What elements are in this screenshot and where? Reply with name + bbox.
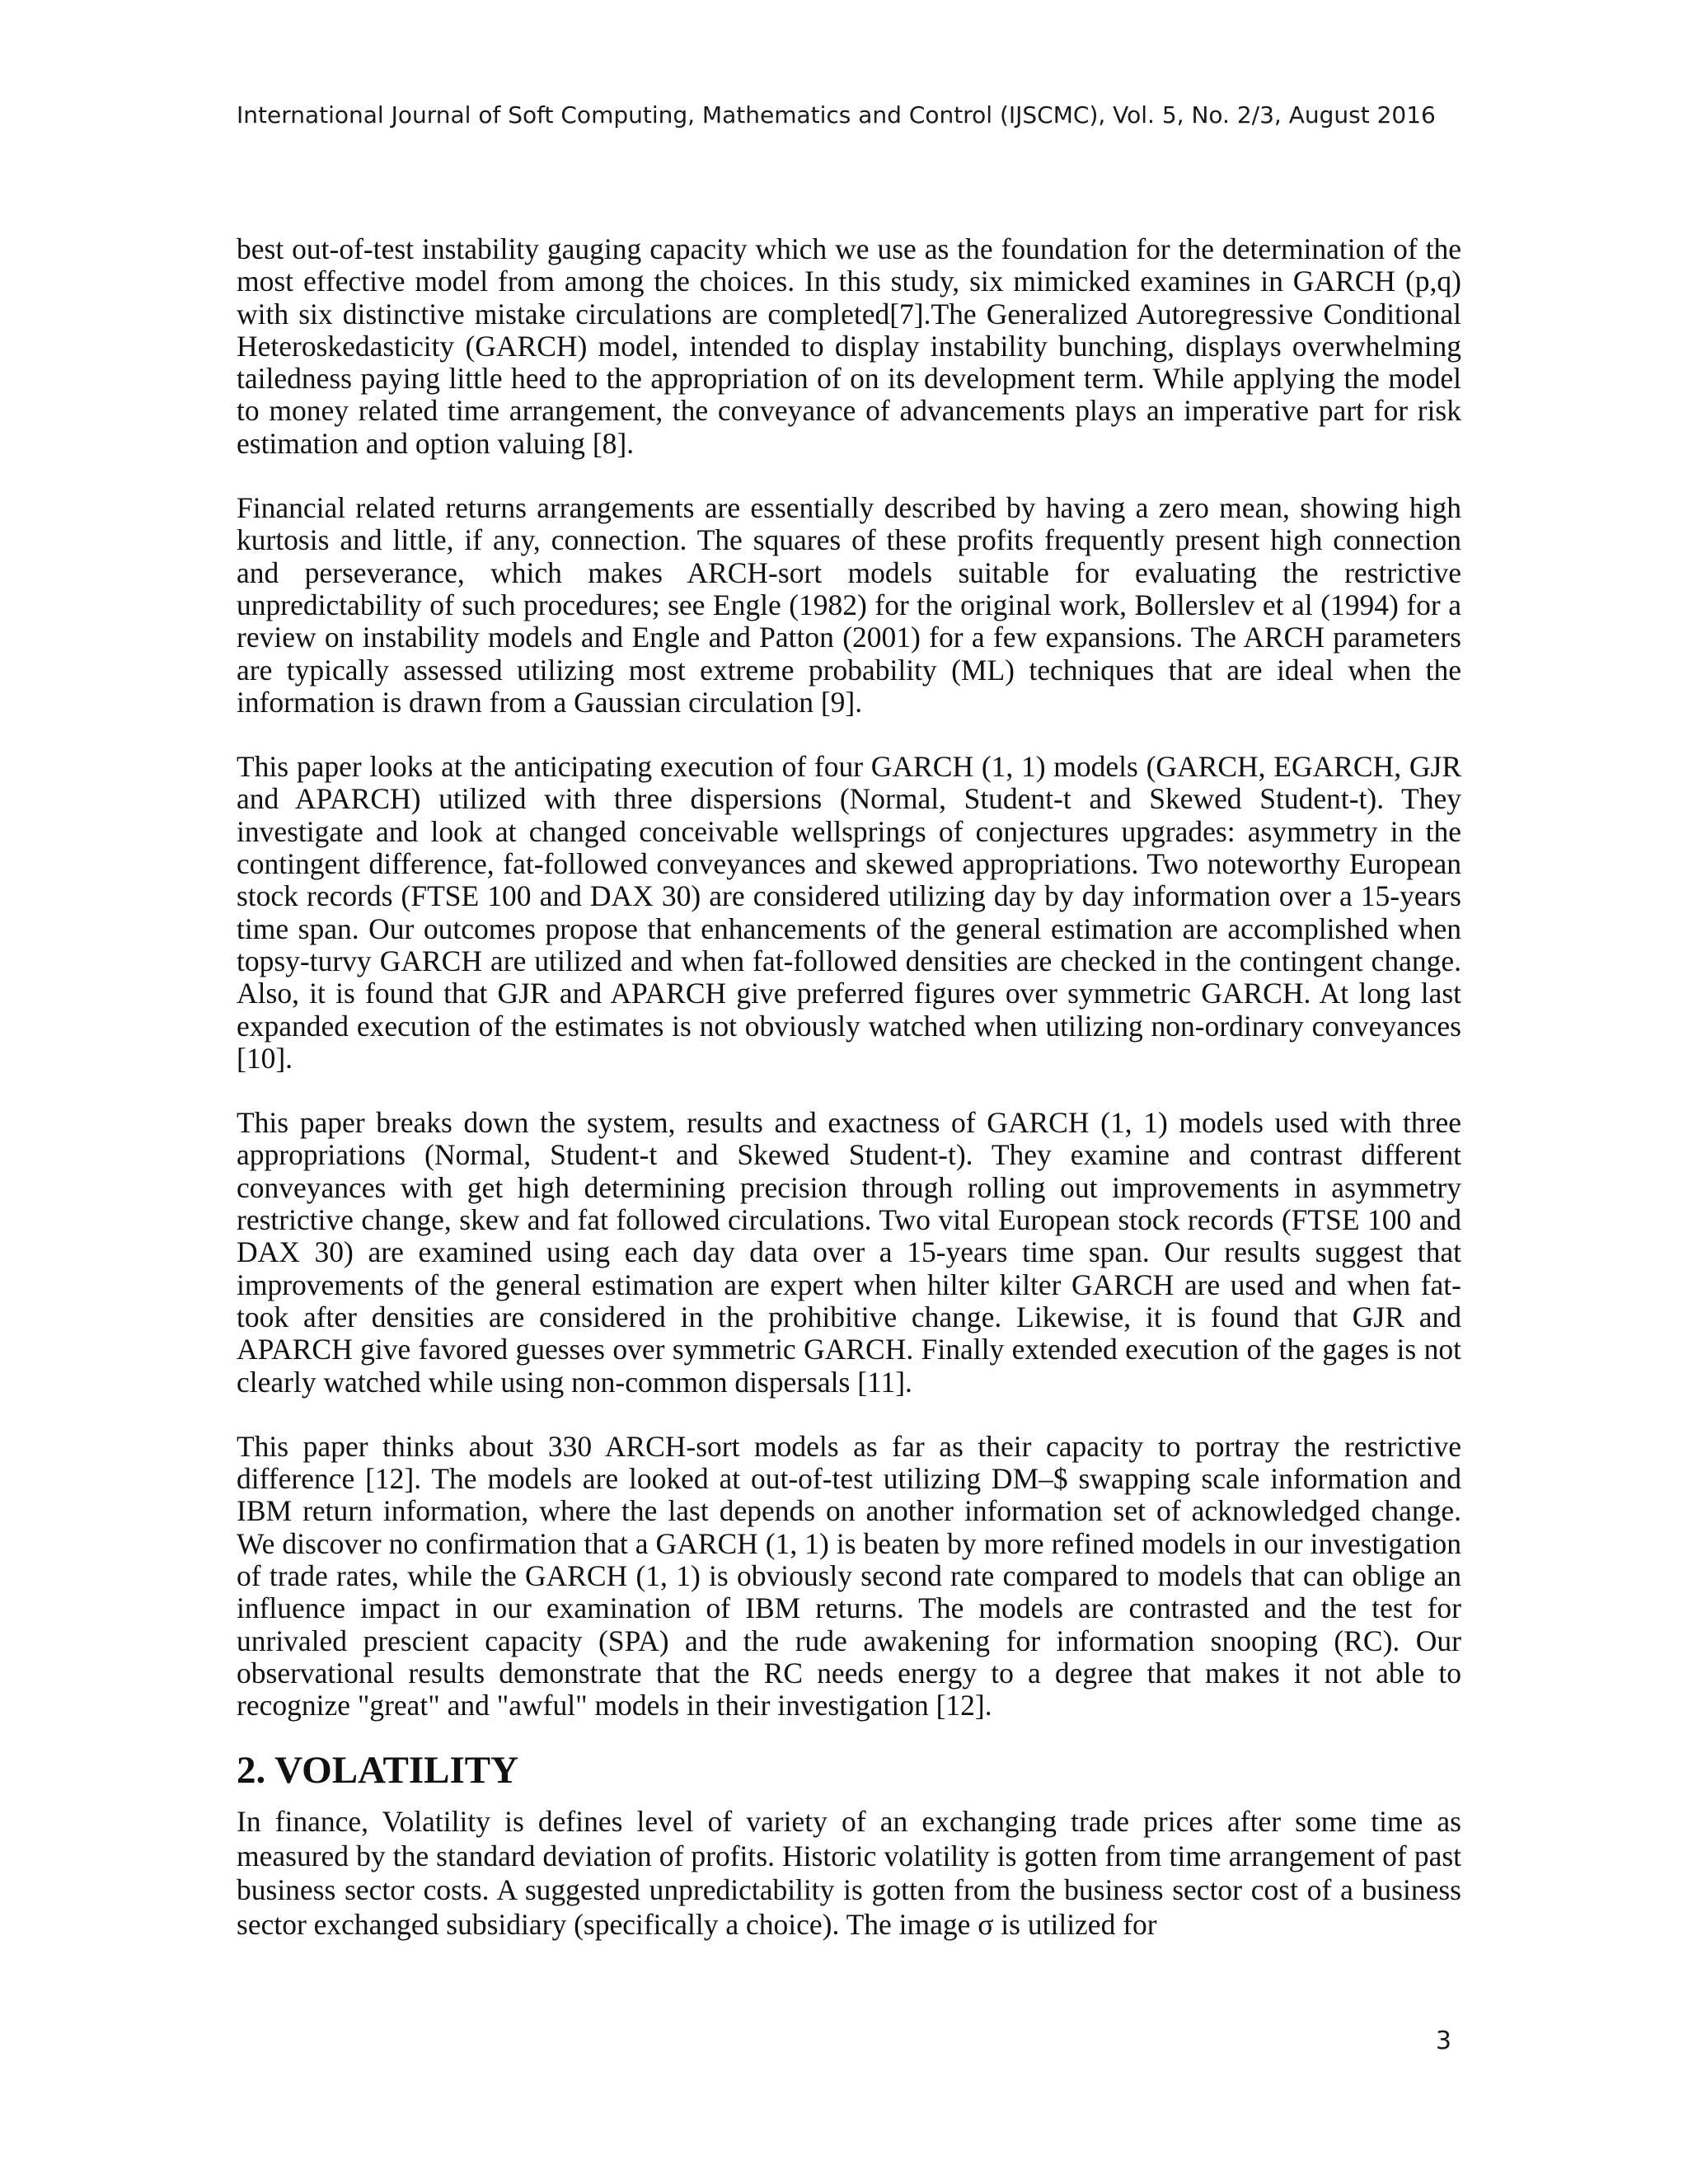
paragraph-3: This paper looks at the anticipating execution of four GARCH (1, 1) models (GARCH, EGARCH, GJR and APARCH) utilized with three dispersions (Normal, Student-t and Skewed Student-t). They investigate and look at changed conceivable wellsprings of conjectures upgrades: asymmetry in the contingent difference, fat-followed conveyances and skewed appropriations. Two noteworthy European stock records (FTSE 100 and DAX 30) are considered utilizing day by day information over a 15-years time span. Our outcomes propose that enhancements of the general estimation are accomplished when topsy-turvy GARCH are utilized and when fat-followed densities are checked in the contingent change. Also, it is found that GJR and APARCH give preferred figures over symmetric GARCH. At long last expanded execution of the estimates is not obviously watched when utilizing non-ordinary conveyances [10]. [237,750,1461,1075]
body-text [237,233,1461,1942]
paragraph-1: best out-of-test instability gauging capacity which we use as the foundation for the determination of the most effective model from among the choices. In this study, six mimicked examines in GARCH (p,q) with six distinctive mistake circulations are completed[7].The Generalized Autoregressive Conditional Heteroskedasticity (GARCH) model, intended to display instability bunching, displays overwhelming tailedness paying little heed to the appropriation of on its development term. While applying the model to money related time arrangement, the conveyance of advancements plays an imperative part for risk estimation and option valuing [8]. [237,232,1461,460]
section-heading-volatility: 2. VOLATILITY [237,1749,519,1793]
page-number: 3 [1435,2027,1451,2055]
journal-running-header: International Journal of Soft Computing, Mathematics and Control (IJSCMC), Vol. 5, No. 2/3, August 2016 [237,101,1436,129]
paragraph-5: This paper thinks about 330 ARCH-sort models as far as their capacity to portray the restrictive difference [12]. The models are looked at out-of-test utilizing DM–$ swapping scale information and IBM return information, where the last depends on another information set of acknowledged change. We discover no confirmation that a GARCH (1, 1) is beaten by more refined models in our investigation of trade rates, while the GARCH (1, 1) is obviously second rate compared to models that can oblige an influence impact in our examination of IBM returns. The models are contrasted and the test for unrivaled prescient capacity (SPA) and the rude awakening for information snooping (RC). Our observational results demonstrate that the RC needs energy to a degree that makes it not able to recognize "great" and "awful" models in their investigation [12]. [237,1429,1461,1722]
paragraph-4: This paper breaks down the system, results and exactness of GARCH (1, 1) models used with three appropriations (Normal, Student-t and Skewed Student-t). They examine and contrast different conveyances with get high determining precision through rolling out improvements in asymmetry restrictive change, skew and fat followed circulations. Two vital European stock records (FTSE 100 and DAX 30) are examined using each day data over a 15-years time span. Our results suggest that improvements of the general estimation are expert when hilter kilter GARCH are used and when fat-took after densities are considered in the prohibitive change. Likewise, it is found that GJR and APARCH give favored guesses over symmetric GARCH. Finally extended execution of the gages is not clearly watched while using non-common dispersals [11]. [237,1106,1461,1399]
paragraph-2: Financial related returns arrangements are essentially described by having a zero mean, showing high kurtosis and little, if any, connection. The squares of these profits frequently present high connection and perseverance, which makes ARCH-sort models suitable for evaluating the restrictive unpredictability of such procedures; see Engle (1982) for the original work, Bollerslev et al (1994) for a review on instability models and Engle and Patton (2001) for a few expansions. The ARCH parameters are typically assessed utilizing most extreme probability (ML) techniques that are ideal when the information is drawn from a Gaussian circulation [9]. [237,491,1461,719]
section-paragraph-volatility: In finance, Volatility is defines level of variety of an exchanging trade prices after some time as measured by the standard deviation of profits. Historic volatility is gotten from time arrangement of past business sector costs. A suggested unpredictability is gotten from the business sector cost of a business sector exchanged subsidiary (specifically a choice). The image σ is utilized for [237,1805,1461,1941]
